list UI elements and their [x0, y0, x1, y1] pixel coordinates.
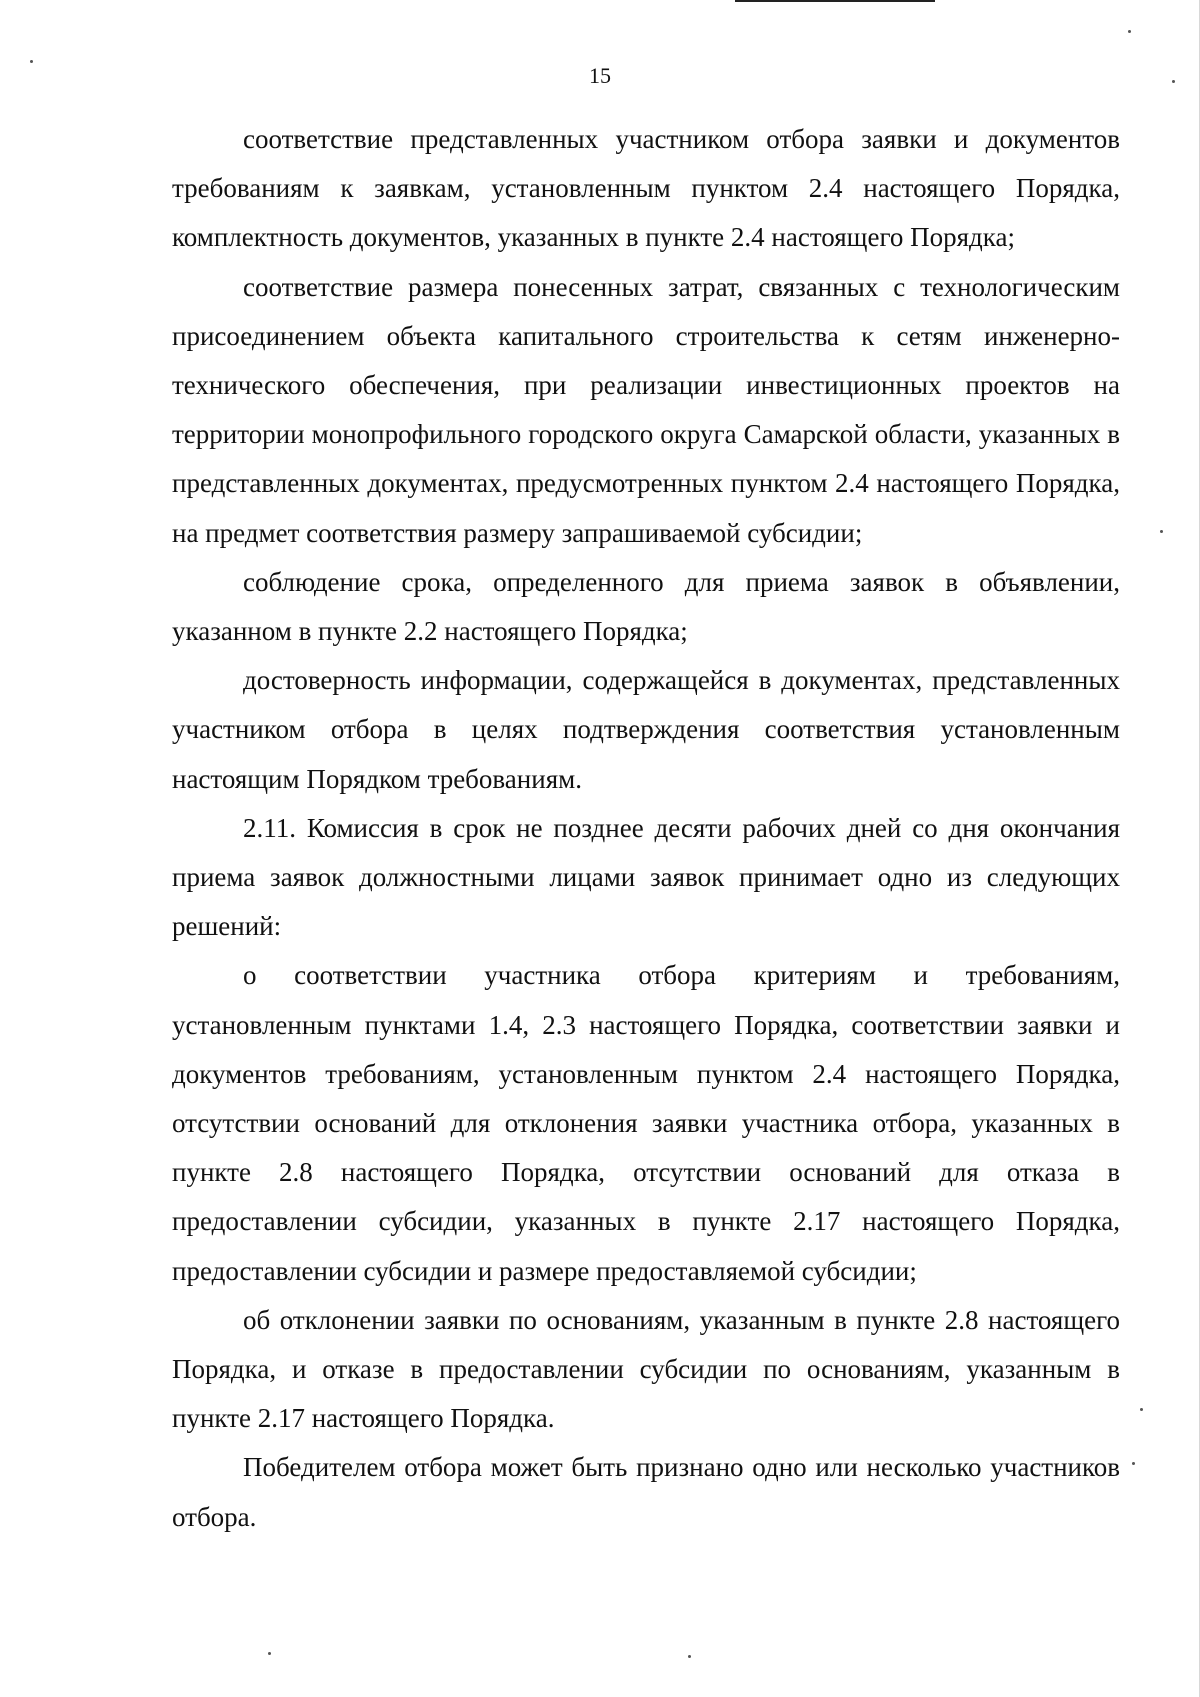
scan-speck — [1140, 1408, 1143, 1411]
scan-artifact-top-line — [735, 0, 935, 2]
scan-speck — [1128, 30, 1131, 33]
paragraph-1: соответствие представленных участником отбора заявки и документов требованиям к заявкам, установленным пунктом 2.4 настоящего Порядка, комплектность документов, указанных в пункте 2.4 настоящего Порядка; — [172, 124, 1120, 253]
document-body — [172, 115, 1120, 1542]
paragraph-5-section-2-11: 2.11. Комиссия в срок не позднее десяти рабочих дней со дня окончания приема заявок должностными лицами заявок принимает одно из следующих решений: — [172, 812, 1120, 942]
scan-speck — [1160, 530, 1163, 533]
scan-speck — [1172, 80, 1175, 83]
scan-speck — [30, 60, 33, 63]
scan-speck — [688, 1655, 691, 1658]
page-number: 15 — [589, 63, 611, 88]
paragraph-8: Победителем отбора может быть признано одно или несколько участников отбора. — [172, 1452, 1120, 1532]
scan-speck — [268, 1652, 271, 1655]
paragraph-6: о соответствии участника отбора критериям и требованиям, установленным пунктами 1.4, 2.3 настоящего Порядка, соответствии заявки и документов требованиям, установленным пунктом 2.4 настоящего Порядка, отсутствии оснований для отклонения заявки участника отбора, указанных в пункте 2.8 настоящего Порядка, отсутствии оснований для отказа в предоставлении субсидии, указанных в пункте 2.17 настоящего Порядка, предоставлении субсидии и размере предоставляемой субсидии; — [172, 960, 1120, 1286]
paragraph-7: об отклонении заявки по основаниям, указанным в пункте 2.8 настоящего Порядка, и отказе в предоставлении субсидии по основаниям, указанным в пункте 2.17 настоящего Порядка. — [172, 1304, 1120, 1434]
paragraph-3: соблюдение срока, определенного для приема заявок в объявлении, указанном в пункте 2.2 настоящего Порядка; — [172, 566, 1120, 647]
scan-speck — [1132, 1462, 1135, 1465]
paragraph-2: соответствие размера понесенных затрат, связанных с технологическим присоединением объекта капитального строительства к сетям инженерно-технического обеспечения, при реализации инвестиционных проектов на территории монопрофильного городского округа Самарской области, указанных в представленных документах, предусмотренных пунктом 2.4 настоящего Порядка, на предмет соответствия размеру запрашиваемой субсидии; — [172, 271, 1120, 548]
paragraph-4: достоверность информации, содержащейся в документах, представленных участником отбора в целях подтверждения соответствия установленным настоящим Порядком требованиям. — [172, 665, 1120, 794]
